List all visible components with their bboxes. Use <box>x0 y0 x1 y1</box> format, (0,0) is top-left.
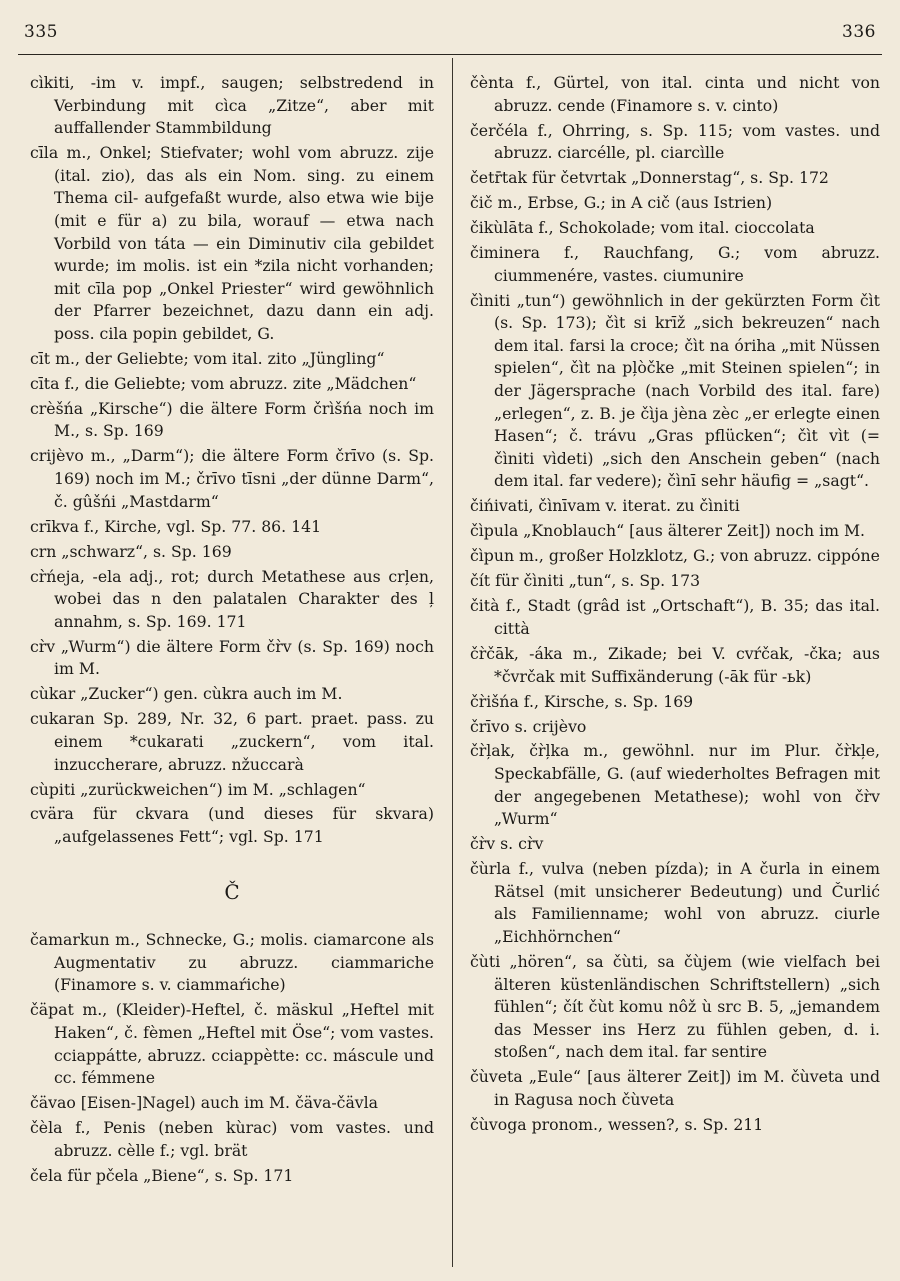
dictionary-entry: cīla m., Onkel; Stiefvater; wohl vom abruzz. zije (ital. zio), das als ein Nom. sing. zu einem Thema cil- aufgefaßt wurde, also etwa wie bije (mit e für a) zu bila, worauf — etwa nach Vorbild von táta — ein Diminutiv cila gebildet wurde; im molis. ist ein *zila nicht vorhanden; mit cīla pop „Onkel Priester“ wird gewöhnlich der Pfarrer bezeichnet, dazu dann ein adj. poss. cila popin gebildet, G. <box>30 143 434 343</box>
dictionary-entry: čič m., Erbse, G.; in A cič (aus Istrien) <box>470 193 773 213</box>
dictionary-entry: črīvo s. crijèvo <box>470 716 587 736</box>
dictionary-entry: čela für pčela „Biene“, s. Sp. 171 <box>30 1165 294 1185</box>
dictionary-entry: čr̀v s. cr̀v <box>470 834 544 854</box>
dictionary-entry: čùvoga pronom., wessen?, s. Sp. 211 <box>470 1114 764 1134</box>
dictionary-entry: čr̀išńa f., Kirsche, s. Sp. 169 <box>470 691 694 711</box>
dictionary-entry: čìpun m., großer Holzklotz, G.; von abruzz. cippóne <box>470 546 880 566</box>
right-column <box>470 72 880 1139</box>
dictionary-entry: cukaran Sp. 289, Nr. 32, 6 part. praet. pass. zu einem *cukarati „zuckern“, vom ital. inzuccherare, abruzz. nžuccarà <box>30 709 434 774</box>
dictionary-entry: crn „schwarz“, s. Sp. 169 <box>30 541 232 561</box>
dictionary-entry: čr̀čāk, -áka m., Zikade; bei V. cvŕčak, -čka; aus *čvrčak mit Suffixänderung (-āk für -ьk) <box>470 643 880 686</box>
header-rule <box>18 54 882 55</box>
dictionary-entry: čerčéla f., Ohrring, s. Sp. 115; vom vastes. und abruzz. ciarcélle, pl. ciarcìlle <box>470 120 880 163</box>
section-heading-c-caron: Č <box>224 879 240 904</box>
dictionary-entry: cr̀ńeja, -ela adj., rot; durch Metathese aus crļen, wobei das n den palatalen Charakter des ļ annahm, s. Sp. 169. 171 <box>30 566 434 631</box>
dictionary-entry: čùveta „Eule“ [aus älterer Zeit]) im M. čùveta und in Ragusa noch čùveta <box>470 1067 880 1109</box>
dictionary-entry: čèla f., Penis (neben kùrac) vom vastes. und abruzz. cèlle f.; vgl. brät <box>30 1118 434 1160</box>
dictionary-entry: crijèvo m., „Darm“); die ältere Form črīvo (s. Sp. 169) noch im M.; črīvo tīsni „der dünne Darm“, č. gûšńi „Mastdarm“ <box>30 446 434 511</box>
dictionary-entry: čr̀ļak, čr̀ļka m., gewöhnl. nur im Plur. čr̀kļe, Speckabfälle, G. (auf wiederholtes Befragen mit der angegebenen Metathese); wohl von čr̀v „Wurm“ <box>470 741 880 829</box>
left-column <box>30 72 434 1190</box>
dictionary-entry: cùkar „Zucker“) gen. cùkra auch im M. <box>30 684 343 704</box>
dictionary-entry: čiminera f., Rauchfang, G.; vom abruzz. ciummenére, vastes. ciumunire <box>470 243 880 285</box>
dictionary-entry: čikùlāta f., Schokolade; vom ital. cioccolata <box>470 218 815 238</box>
dictionary-entry: cùpiti „zurückweichen“) im M. „schlagen“ <box>30 779 366 799</box>
page-number-right: 336 <box>842 22 876 42</box>
page-number-left: 335 <box>24 22 58 42</box>
column-divider <box>452 58 453 1267</box>
dictionary-entry: cìkiti, -im v. impf., saugen; selbstredend in Verbindung mit cìca „Zitze“, aber mit auffallender Stammbildung <box>30 73 434 138</box>
dictionary-entry: čít für čìniti „tun“, s. Sp. 173 <box>470 571 701 591</box>
dictionary-entry: čìpula „Knoblauch“ [aus älterer Zeit]) noch im M. <box>470 521 866 541</box>
dictionary-entry: čènta f., Gürtel, von ital. cinta und nicht von abruzz. cende (Finamore s. v. cinto) <box>470 73 880 115</box>
dictionary-entry: čäpat m., (Kleider)-Heftel, č. mäskul „Heftel mit Haken“, č. fèmen „Heftel mit Öse“; vom vastes. cciappátte, abruzz. cciappètte: cc. máscule und cc. fémmene <box>30 1000 434 1088</box>
dictionary-entry: cvära für ckvara (und dieses für skvara) „aufgelassenes Fett“; vgl. Sp. 171 <box>30 804 434 847</box>
dictionary-entry: čamarkun m., Schnecke, G.; molis. ciamarcone als Augmentativ zu abruzz. ciammariche (Finamore s. v. ciammaŕiche) <box>30 930 434 995</box>
dictionary-entry: čìniti „tun“) gewöhnlich in der gekürzten Form čìt (s. Sp. 173); čìt si krīž „sich bekreuzen“ nach dem ital. farsi la croce; čìt na óriha „mit Nüssen spielen“, čìt na pļòčke „mit Steinen spielen“; in der Jägersprache (nach Vorbild des ital. fare) „erlegen“, z. B. je čìja jèna zèc „er erlegte einen Hasen“; č. trávu „Gras pflücken“; čìt vìt (= čìniti vìdeti) „sich den Anschein geben“ (nach dem ital. far vedere); čìnī sehr häufig = „sagt“. <box>470 290 880 491</box>
dictionary-entry: čùrla f., vulva (neben pízda); in A čurla in einem Rätsel (mit unsicherer Bedeutung) und Čurlić als Familienname; wohl von abruzz. ciurle „Eichhörnchen“ <box>470 859 880 947</box>
dictionary-entry: crīkva f., Kirche, vgl. Sp. 77. 86. 141 <box>30 516 322 536</box>
dictionary-entry: cr̀v „Wurm“) die ältere Form čr̀v (s. Sp. 169) noch im M. <box>30 636 434 679</box>
dictionary-entry: čùti „hören“, sa čùti, sa čùjem (wie vielfach bei älteren küstenländischen Schriftstellern) „sich fühlen“; čít čùt komu nôž ù src B. 5, „jemandem das Messer ins Herz zu fühlen geben, d. i. stoßen“, nach dem ital. far sentire <box>470 952 880 1062</box>
dictionary-entry: čińivati, čìnīvam v. iterat. zu čìniti <box>470 496 740 516</box>
dictionary-entry: crèšńa „Kirsche“) die ältere Form črìšńa noch im M., s. Sp. 169 <box>30 398 434 441</box>
dictionary-entry: četr̄tak für četvrtak „Donnerstag“, s. Sp. 172 <box>470 168 829 188</box>
dictionary-entry: cīt m., der Geliebte; vom ital. zito „Jüngling“ <box>30 348 385 368</box>
dictionary-entry: čävao [Eisen-]Nagel) auch im M. čäva-čävla <box>30 1093 379 1113</box>
dictionary-entry: čità f., Stadt (grâd ist „Ortschaft“), B. 35; das ital. città <box>470 596 880 638</box>
dictionary-entry: cīta f., die Geliebte; vom abruzz. zite „Mädchen“ <box>30 373 417 393</box>
